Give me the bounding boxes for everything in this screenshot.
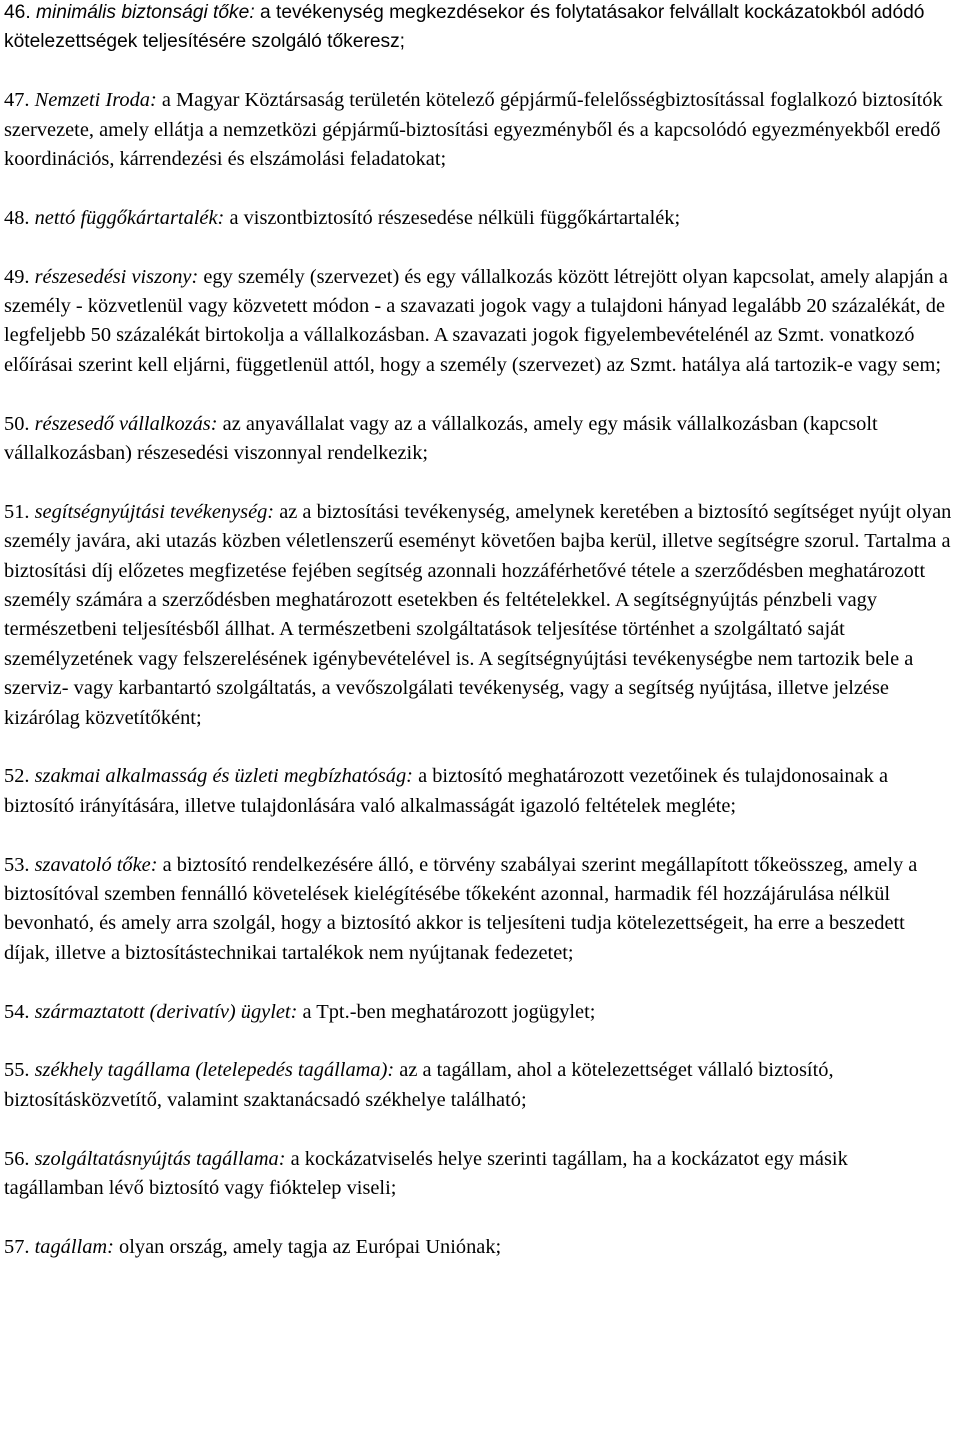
definition-47	[4, 86, 952, 174]
definition-term: tagállam:	[34, 1235, 114, 1258]
definition-53	[4, 851, 952, 969]
definition-number: 47.	[4, 89, 30, 112]
definition-term: segítségnyújtási tevékenység:	[34, 500, 275, 523]
definition-text: egy személy (szervezet) és egy vállalkozás között létrejött olyan kapcsolat, amely alapján a személy - közvetlenül vagy közvetett módon - a szavazati jogok vagy a tulajdoni hányad legalább 20 százalékát, de legfeljebb 50 százalékát birtokolja a vállalkozásban. A szavazati jogok figyelembevételénél az Szmt. vonatkozó előírásai szerint kell eljárni, függetlenül attól, hogy a személy (szervezet) az Szmt. hatálya alá tartozik-e vagy sem;	[4, 265, 948, 376]
definition-number: 46.	[4, 2, 31, 23]
definition-number: 54.	[4, 1000, 30, 1023]
definition-text: a kockázatviselés helye szerinti tagállam, ha a kockázatot egy másik tagállamban lévő biztosító vagy fióktelep viseli;	[4, 1147, 848, 1200]
definition-text: a biztosító rendelkezésére álló, e törvény szabályai szerint megállapított tőkeösszeg, amely a biztosítóval szemben fennálló követelések kielégítésébe tőkeként azonnal, harmadik fél hozzájárulása nélkül bevonható, és amely arra szolgál, hogy a biztosító akkor is teljesíteni tudja kötelezettségeit, ha erre a beszedett díjak, illetve a biztosítástechnikai tartalékok nem nyújtanak fedezetet;	[4, 853, 918, 964]
document-page	[4, 0, 952, 1292]
definition-48	[4, 204, 952, 233]
definition-number: 56.	[4, 1147, 30, 1170]
definition-50	[4, 410, 952, 469]
definition-text: a tevékenység megkezdésekor és folytatásakor felvállalt kockázatokból adódó kötelezettségek teljesítésére szolgáló tőkeresz;	[4, 2, 925, 53]
definition-term: szolgáltatásnyújtás tagállama:	[34, 1147, 286, 1170]
definition-number: 51.	[4, 500, 30, 523]
definition-text: az a tagállam, ahol a kötelezettséget vállaló biztosító, biztosításközvetítő, valamint szaktanácsadó székhelye található;	[4, 1059, 834, 1111]
definition-term: nettó függőkártartalék:	[34, 206, 225, 229]
definition-number: 57.	[4, 1235, 30, 1258]
definition-number: 48.	[4, 206, 30, 229]
definition-term: székhely tagállama (letelepedés tagállama):	[34, 1059, 395, 1082]
definition-52	[4, 762, 952, 821]
definition-text: a viszontbiztosító részesedése nélküli függőkártartalék;	[229, 206, 681, 229]
definition-51	[4, 498, 952, 733]
definition-term: Nemzeti Iroda:	[34, 89, 157, 112]
definition-text: a biztosító meghatározott vezetőinek és tulajdonosainak a biztosító irányítására, illetve tulajdonlására való alkalmasságát igazoló feltételek megléte;	[4, 765, 889, 817]
definition-number: 49.	[4, 265, 30, 288]
definition-term: minimális biztonsági tőke:	[36, 2, 255, 23]
definition-term: szakmai alkalmasság és üzleti megbízhatóság:	[34, 765, 413, 788]
definition-term: részesedési viszony:	[34, 265, 199, 288]
definition-term: szavatoló tőke:	[34, 853, 158, 876]
definition-56	[4, 1145, 952, 1204]
definition-number: 53.	[4, 853, 30, 876]
definition-term: részesedő vállalkozás:	[34, 412, 218, 435]
definition-54	[4, 998, 952, 1027]
definition-46	[4, 0, 952, 57]
definition-number: 52.	[4, 765, 30, 788]
definition-text: az anyavállalat vagy az a vállalkozás, amely egy másik vállalkozásban (kapcsolt vállalkozásban) részesedési viszonnyal rendelkezik;	[4, 412, 878, 465]
definition-text: a Tpt.-ben meghatározott jogügylet;	[302, 1000, 596, 1023]
definition-49	[4, 263, 952, 381]
definition-text: az a biztosítási tevékenység, amelynek keretében a biztosító segítséget nyújt olyan személy javára, aki utazás közben véletlenszerű eseményt követően bajba kerül, illetve segítségre szorul. Tartalma a biztosítási díj előzetes megfizetése fejében segítség azonnali hozzáférhetővé tétele a szerződésben meghatározott személy számára a szerződésben meghatározott esetekben és feltételekkel. A segítségnyújtás pénzbeli vagy természetbeni teljesítésből állhat. A természetbeni szolgáltatások teljesítése történhet a szolgáltató saját személyzetének vagy felszerelésének igénybevételével is. A segítségnyújtási tevékenységbe nem tartozik bele a szerviz- vagy karbantartó szolgáltatás, a vevőszolgálati tevékenység, vagy a segítség nyújtása, illetve jelzése kizárólag közvetítőként;	[4, 500, 952, 729]
definition-55	[4, 1056, 952, 1115]
definition-text: olyan ország, amely tagja az Európai Uniónak;	[119, 1235, 502, 1258]
definition-number: 50.	[4, 412, 30, 435]
definition-term: származtatott (derivatív) ügylet:	[34, 1000, 298, 1023]
definition-text: a Magyar Köztársaság területén kötelező gépjármű-felelősségbiztosítással foglalkozó biztosítók szervezete, amely ellátja a nemzetközi gépjármű-biztosítási egyezményből és a kapcsolódó egyezményekből eredő koordinációs, kárrendezési és elszámolási feladatokat;	[4, 89, 943, 171]
definition-57	[4, 1233, 952, 1262]
definition-number: 55.	[4, 1059, 30, 1082]
